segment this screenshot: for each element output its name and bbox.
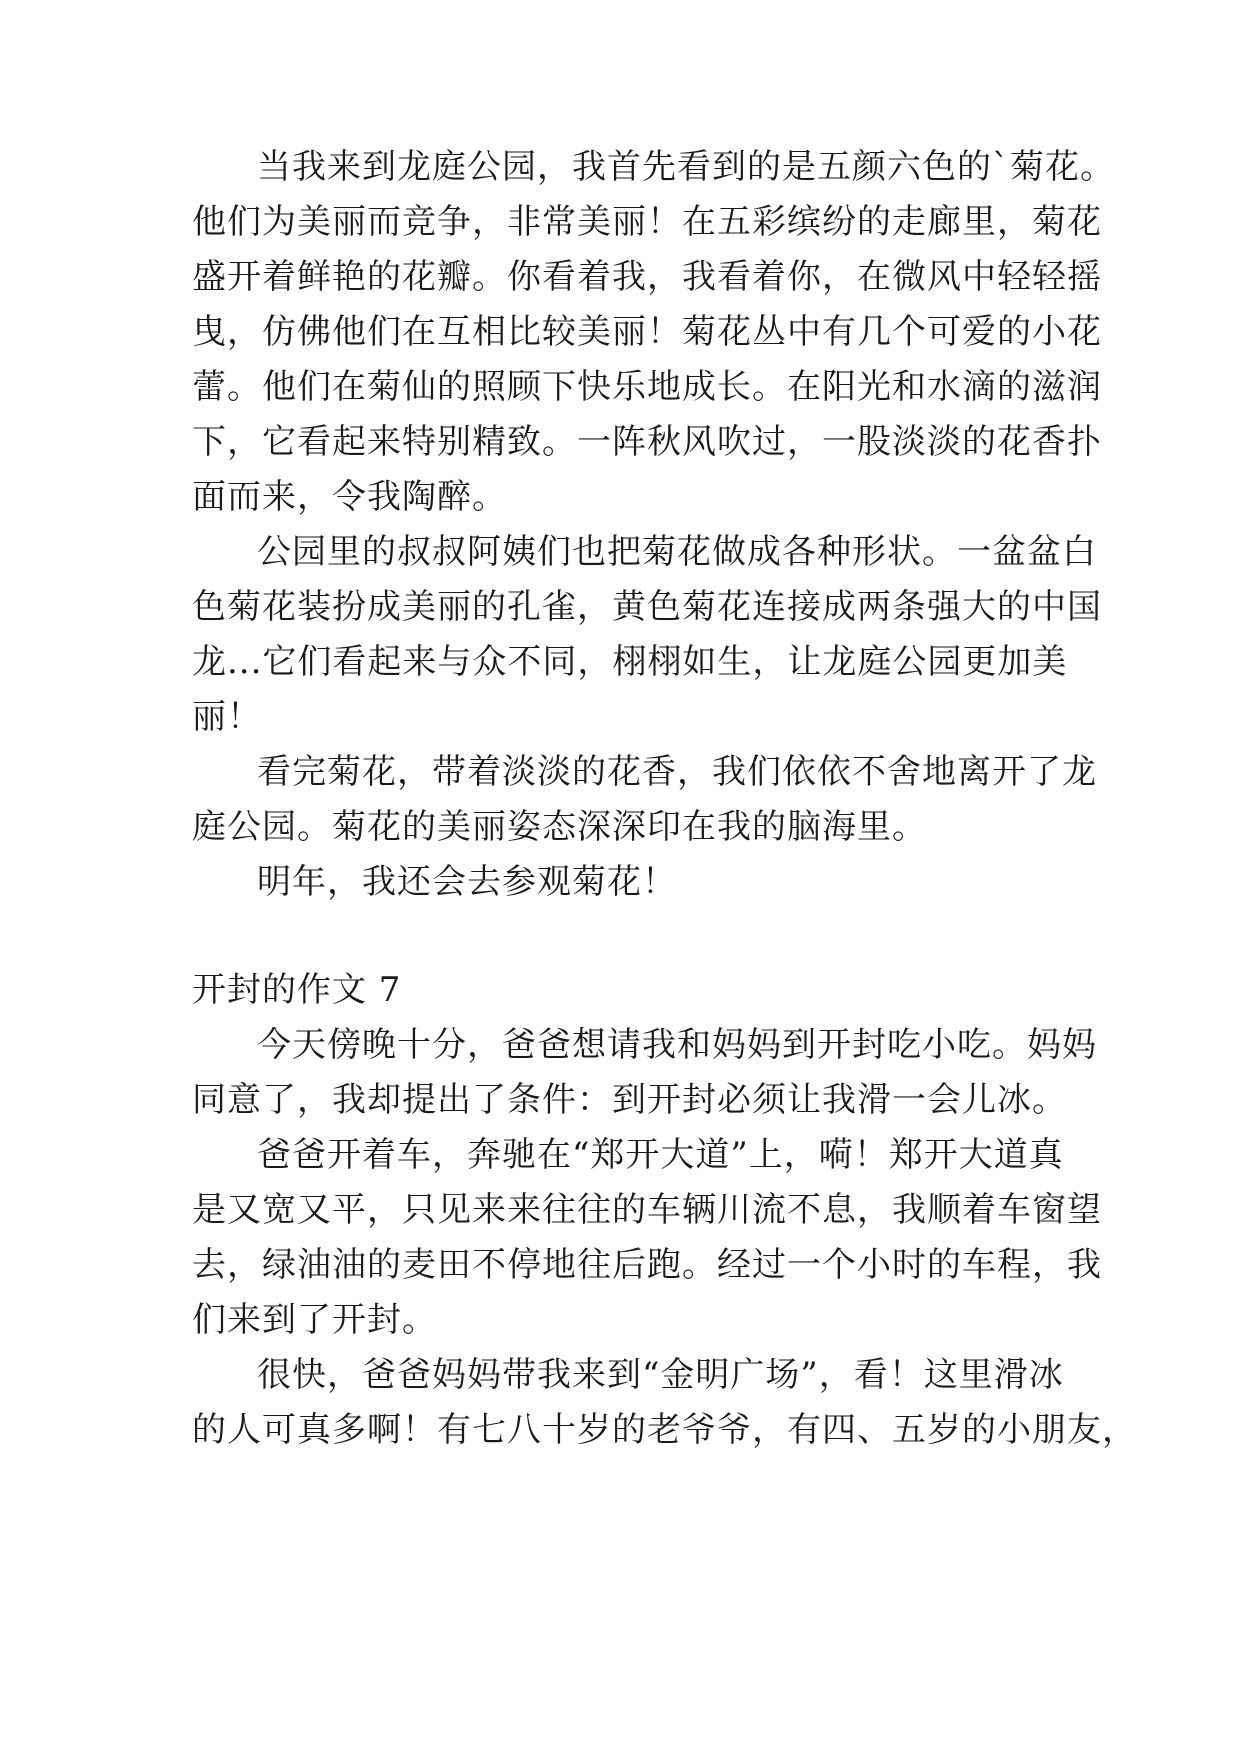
essay-b-para2-line2: 是又宽又平，只见来来往往的车辆川流不息，我顺着车窗望 bbox=[192, 1190, 1102, 1230]
essay-a-para2-line4: 丽！ bbox=[192, 697, 262, 737]
essay-b-para2-line4: 们来到了开封。 bbox=[192, 1300, 437, 1340]
essay-a-para1-line6: 下，它看起来特别精致。一阵秋风吹过，一股淡淡的花香扑 bbox=[192, 422, 1102, 462]
essay-b-para2-line3: 去，绿油油的麦田不停地往后跑。经过一个小时的车程，我 bbox=[192, 1245, 1102, 1285]
essay-a-para1-line3: 盛开着鲜艳的花瓣。你看着我，我看着你，在微风中轻轻摇 bbox=[192, 257, 1102, 297]
essay-a-para3-line2: 庭公园。菊花的美丽姿态深深印在我的脑海里。 bbox=[192, 807, 927, 847]
essay-b-title: 开封的作文 7 bbox=[192, 970, 402, 1010]
essay-a-para1-line5: 蕾。他们在菊仙的照顾下快乐地成长。在阳光和水滴的滋润 bbox=[192, 367, 1102, 407]
essay-a-para2-line1: 公园里的叔叔阿姨们也把菊花做成各种形状。一盆盆白 bbox=[257, 532, 1097, 572]
essay-a-para1-line1: 当我来到龙庭公园，我首先看到的是五颜六色的`菊花。 bbox=[257, 147, 1115, 187]
essay-a-para2-line2: 色菊花装扮成美丽的孔雀，黄色菊花连接成两条强大的中国 bbox=[192, 587, 1102, 627]
essay-b-para1-line2: 同意了，我却提出了条件：到开封必须让我滑一会儿冰。 bbox=[192, 1080, 1067, 1120]
essay-b-para3-line1: 很快，爸爸妈妈带我来到“金明广场”，看！这里滑冰 bbox=[257, 1355, 1064, 1395]
essay-a-para2-line3: 龙...它们看起来与众不同，栩栩如生，让龙庭公园更加美 bbox=[192, 642, 1068, 682]
essay-a-para1-line7: 面而来，令我陶醉。 bbox=[192, 477, 507, 517]
essay-a-para4-line1: 明年，我还会去参观菊花！ bbox=[257, 862, 677, 902]
essay-a-para3-line1: 看完菊花，带着淡淡的花香，我们依依不舍地离开了龙 bbox=[257, 752, 1097, 792]
essay-a-para1-line2: 他们为美丽而竞争，非常美丽！在五彩缤纷的走廊里，菊花 bbox=[192, 202, 1102, 242]
essay-a-para1-line4: 曳，仿佛他们在互相比较美丽！菊花丛中有几个可爱的小花 bbox=[192, 312, 1102, 352]
essay-b-para2-line1: 爸爸开着车，奔驰在“郑开大道”上，嗬！郑开大道真 bbox=[257, 1135, 1064, 1175]
essay-b-para1-line1: 今天傍晚十分，爸爸想请我和妈妈到开封吃小吃。妈妈 bbox=[257, 1025, 1097, 1065]
essay-b-para3-line2: 的人可真多啊！有七八十岁的老爷爷，有四、五岁的小朋友， bbox=[192, 1410, 1137, 1450]
